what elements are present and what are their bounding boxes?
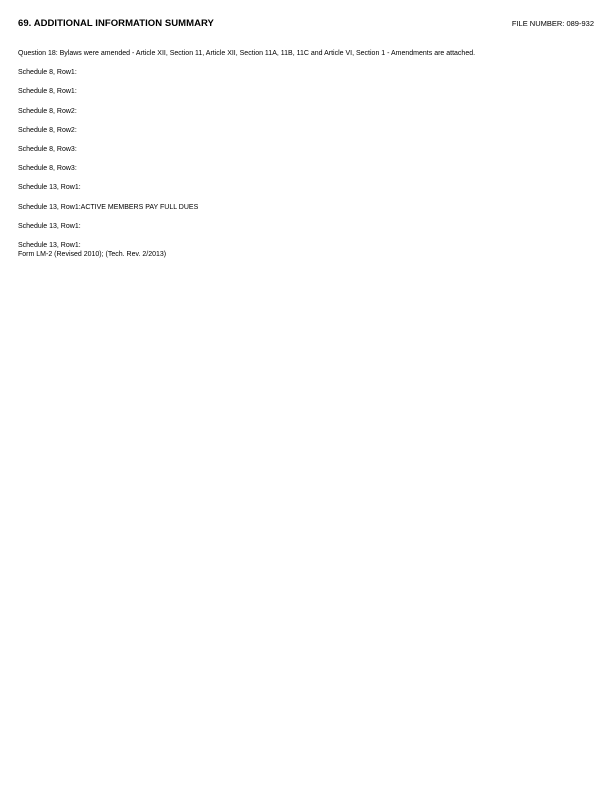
- form-footer-label: Form LM-2 (Revised 2010); (Tech. Rev. 2/2013): [18, 250, 167, 258]
- info-line: Schedule 8, Row1:: [18, 88, 77, 96]
- info-lines: [18, 49, 594, 259]
- page-title: 69. ADDITIONAL INFORMATION SUMMARY: [18, 18, 214, 29]
- file-number: FILE NUMBER: 089-932: [511, 19, 594, 28]
- info-line: Schedule 8, Row2:: [18, 126, 77, 134]
- info-line: Schedule 13, Row1:: [18, 184, 81, 192]
- info-line: Schedule 8, Row2:: [18, 107, 77, 115]
- info-line: Schedule 13, Row1:: [18, 222, 81, 230]
- info-line: Schedule 8, Row3:: [18, 165, 77, 173]
- info-line: Schedule 8, Row1:: [18, 69, 77, 77]
- info-line: Schedule 13, Row1:ACTIVE MEMBERS PAY FULL DUES: [18, 203, 199, 211]
- info-line-question-18: Question 18: Bylaws were amended - Article XII, Section 11, Article XII, Section 11A, 11B, 11C and Article VI, Section 1 - Amendments are attached.: [18, 50, 476, 57]
- info-line: Schedule 8, Row3:: [18, 145, 77, 153]
- info-line: Schedule 13, Row1:: [18, 241, 81, 249]
